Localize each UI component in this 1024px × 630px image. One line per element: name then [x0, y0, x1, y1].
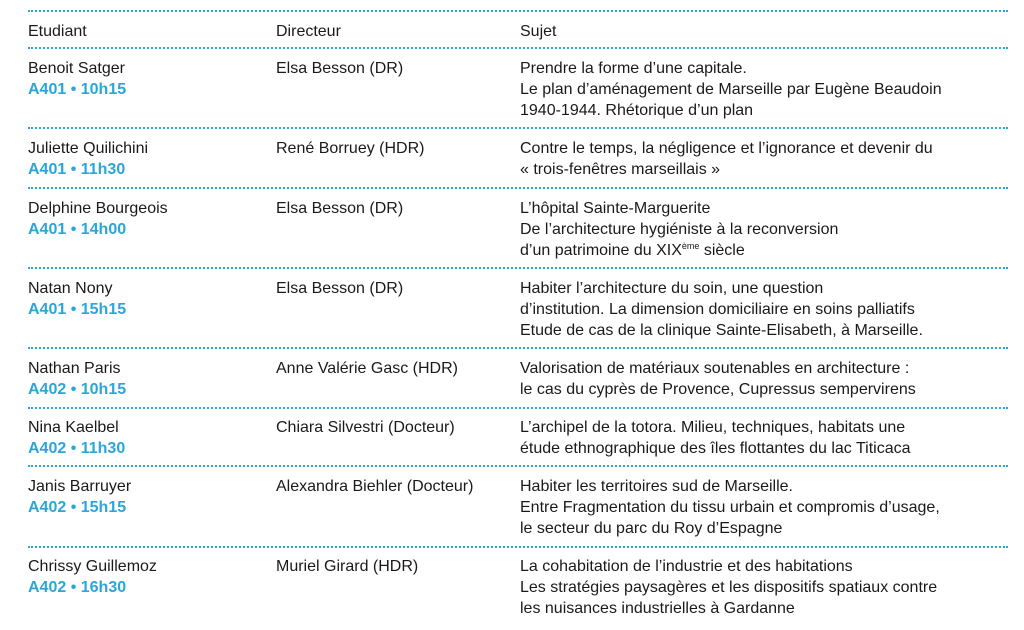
separator [28, 465, 1008, 467]
director-name: Chiara Silvestri (Docteur) [276, 419, 455, 436]
subject-cell [520, 476, 1010, 539]
separator [28, 347, 1008, 349]
subject-line: 1940-1944. Rhétorique d’un plan [520, 102, 754, 119]
subject-line: Entre Fragmentation du tissu urbain et compromis d’usage, [520, 499, 940, 516]
director-name: Elsa Besson (DR) [276, 60, 404, 77]
subject-line: étude ethnographique des îles flottantes du lac Titicaca [520, 440, 911, 457]
subject-line: L’archipel de la totora. Milieu, techniques, habitats une [520, 419, 906, 436]
student-name: Juliette Quilichini [28, 140, 149, 157]
subject-text: siècle [699, 242, 745, 259]
subject-line: Contre le temps, la négligence et l’ignorance et devenir du [520, 140, 933, 157]
student-name: Natan Nony [28, 280, 113, 297]
room-time: A401 • 15h15 [28, 301, 127, 318]
subject-line: Valorisation de matériaux soutenables en architecture : [520, 360, 910, 377]
student-cell [28, 476, 268, 518]
director-name: René Borruey (HDR) [276, 140, 425, 157]
superscript: ème [681, 241, 700, 251]
director-name: Muriel Girard (HDR) [276, 558, 419, 575]
room-time: A402 • 16h30 [28, 579, 127, 596]
subject-line: les nuisances industrielles à Gardanne [520, 600, 795, 617]
student-name: Janis Barruyer [28, 478, 132, 495]
student-name: Nathan Paris [28, 360, 121, 377]
subject-cell [520, 278, 1010, 341]
subject-line: La cohabitation de l’industrie et des habitations [520, 558, 853, 575]
separator [28, 546, 1008, 548]
separator [28, 127, 1008, 129]
header-subject: Sujet [520, 23, 557, 40]
subject-line: Habiter les territoires sud de Marseille. [520, 478, 793, 495]
subject-line [520, 240, 1010, 261]
separator [28, 407, 1008, 409]
separator [28, 187, 1008, 189]
subject-cell [520, 58, 1010, 121]
subject-line: « trois-fenêtres marseillais » [520, 161, 721, 178]
student-name: Delphine Bourgeois [28, 200, 168, 217]
student-name: Benoit Satger [28, 60, 125, 77]
subject-cell [520, 556, 1010, 619]
room-time: A402 • 10h15 [28, 381, 127, 398]
separator [28, 267, 1008, 269]
subject-line: L’hôpital Sainte-Marguerite [520, 200, 711, 217]
subject-line: le cas du cyprès de Provence, Cupressus sempervirens [520, 381, 916, 398]
subject-cell [520, 198, 1010, 261]
header-student: Etudiant [28, 23, 87, 40]
room-time: A402 • 15h15 [28, 499, 127, 516]
subject-line: le secteur du parc du Roy d’Espagne [520, 520, 783, 537]
student-cell [28, 358, 268, 400]
room-time: A401 • 11h30 [28, 161, 126, 178]
student-name: Nina Kaelbel [28, 419, 119, 436]
separator [28, 47, 1008, 49]
student-cell [28, 417, 268, 459]
director-name: Alexandra Biehler (Docteur) [276, 478, 474, 495]
subject-line: d’institution. La dimension domiciliaire en soins palliatifs [520, 301, 915, 318]
student-cell [28, 556, 268, 598]
room-time: A402 • 11h30 [28, 440, 126, 457]
subject-line: Le plan d’aménagement de Marseille par Eugène Beaudoin [520, 81, 942, 98]
subject-line: Prendre la forme d’une capitale. [520, 60, 747, 77]
room-time: A401 • 10h15 [28, 81, 127, 98]
subject-text: d’un patrimoine du XIX [520, 242, 682, 259]
subject-line: Les stratégies paysagères et les dispositifs spatiaux contre [520, 579, 938, 596]
student-name: Chrissy Guillemoz [28, 558, 157, 575]
subject-cell [520, 358, 1010, 400]
student-cell [28, 198, 268, 240]
subject-line: Habiter l’architecture du soin, une question [520, 280, 824, 297]
student-cell [28, 58, 268, 100]
subject-cell [520, 417, 1010, 459]
director-name: Elsa Besson (DR) [276, 200, 404, 217]
header-director: Directeur [276, 23, 341, 40]
subject-cell [520, 138, 1010, 180]
room-time: A401 • 14h00 [28, 221, 127, 238]
student-cell [28, 138, 268, 180]
separator-top [28, 10, 1008, 12]
subject-line: De l’architecture hygiéniste à la reconversion [520, 221, 839, 238]
director-name: Elsa Besson (DR) [276, 280, 404, 297]
subject-line: Etude de cas de la clinique Sainte-Elisabeth, à Marseille. [520, 322, 923, 339]
student-cell [28, 278, 268, 320]
director-name: Anne Valérie Gasc (HDR) [276, 360, 458, 377]
